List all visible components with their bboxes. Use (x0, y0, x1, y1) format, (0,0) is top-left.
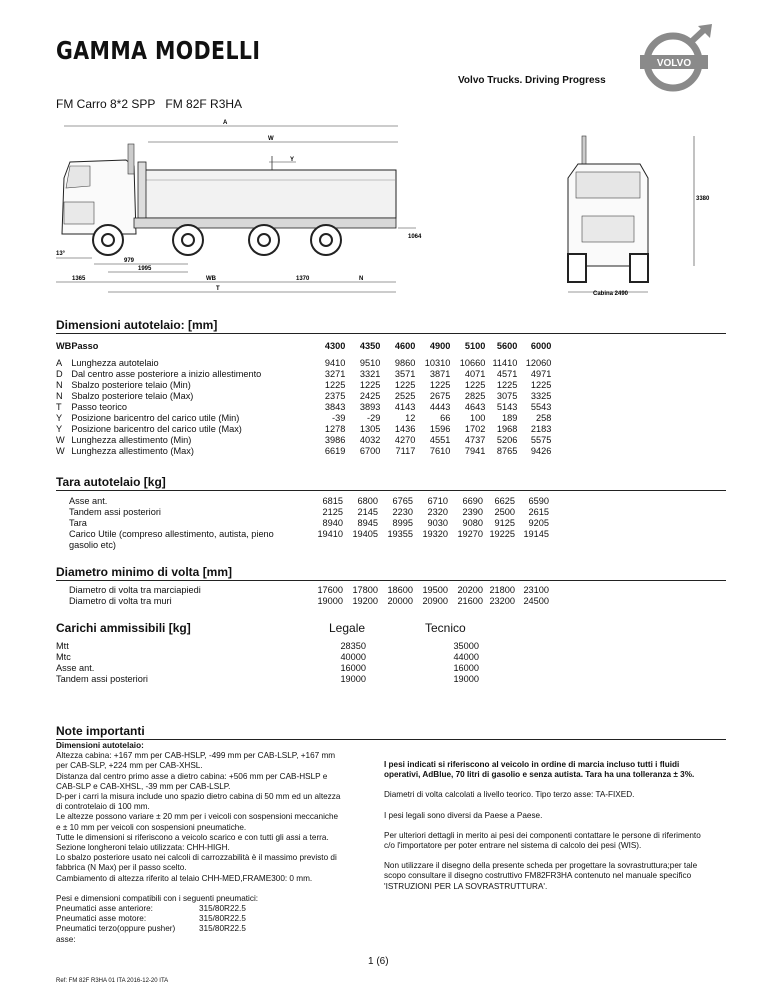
notes-right-p2: I pesi legali sono diversi da Paese a Paese. (384, 810, 543, 820)
note-line: Sezione longheroni telaio utilizzata: CHH-HIGH. (56, 843, 230, 853)
row-value: 5206 (496, 435, 518, 445)
note-line: fabbrica (N Max) per il passo scelto. (56, 863, 187, 873)
dim-angle-label: 13° (56, 251, 66, 257)
notes-left-title: Dimensioni autotelaio: (56, 741, 144, 750)
row-value: 3871 (429, 369, 451, 379)
table-row (56, 446, 551, 457)
dim-1370-label: 1370 (296, 276, 310, 282)
row-value: 19500 (422, 585, 448, 595)
carichi-tech-values (433, 641, 479, 685)
carichi-tech-value: 16000 (453, 663, 479, 673)
row-value: 24500 (523, 596, 549, 606)
row-code (56, 596, 69, 607)
row-value: 6710 (427, 496, 448, 506)
row-value: 6815 (322, 496, 343, 506)
table-row (56, 380, 551, 391)
cargo-body (144, 170, 396, 218)
head-code: WB (56, 341, 72, 351)
notes-left-lines (56, 751, 366, 884)
row-value: 1702 (464, 424, 486, 434)
row-value: 19320 (422, 529, 448, 539)
dim-t-label: T (216, 286, 220, 292)
tyre-label: Pneumatici asse anteriore: (56, 904, 153, 914)
row-value: 3075 (496, 391, 518, 401)
row-value: 4971 (530, 369, 552, 379)
table-row (56, 413, 551, 424)
row-value: 4737 (464, 435, 486, 445)
row-code (56, 529, 69, 551)
row-value: 3325 (530, 391, 552, 401)
dim-a-label: A (223, 120, 228, 126)
note-line: CAB-SLP e CAB-XHSL, -39 mm per CAB-LSLP. (56, 781, 231, 791)
dim-979-label: 979 (124, 258, 135, 264)
row-value: 2500 (494, 507, 515, 517)
note-line: Cambiamento di altezza riferito al telaio CHH-MED,FRAME300: 0 mm. (56, 873, 313, 883)
logo-text: VOLVO (656, 58, 692, 69)
row-value: 7610 (429, 446, 451, 456)
row-value: 4443 (429, 402, 451, 412)
row-value: 8945 (357, 518, 378, 528)
dim-1365-label: 1365 (72, 276, 86, 282)
model-name: FM Carro 8*2 SPP (56, 97, 156, 111)
row-value: 12 (405, 413, 416, 423)
row-code: Y (56, 413, 63, 423)
page-number: 1 (6) (368, 956, 389, 967)
section-volta-title: Diametro minimo di volta [mm] (56, 565, 726, 581)
section-tara-title: Tara autotelaio [kg] (56, 475, 726, 491)
tyre-value (199, 935, 319, 945)
row-value: 7941 (464, 446, 486, 456)
row-code: W (56, 446, 65, 456)
row-value: 6619 (324, 446, 346, 456)
row-value: 1305 (359, 424, 381, 434)
row-value: 1225 (496, 380, 518, 390)
row-value: 2390 (462, 507, 483, 517)
table-row (56, 507, 549, 518)
row-value: 1225 (464, 380, 486, 390)
row-value: 17600 (317, 585, 343, 595)
row-value: 66 (440, 413, 451, 423)
carichi-tech-value: 35000 (453, 641, 479, 651)
table-row (56, 391, 551, 402)
page-title: GAMMA MODELLI (56, 36, 261, 65)
row-value: 19200 (352, 596, 378, 606)
row-value: -39 (332, 413, 346, 423)
row-value: 20200 (457, 585, 483, 595)
row-value: 21800 (489, 585, 515, 595)
row-label: Carico Utile (compreso allestimento, autista, pieno gasolio etc) (69, 529, 274, 550)
row-value: 189 (501, 413, 518, 423)
row-value: 1968 (496, 424, 518, 434)
row-value: 1436 (394, 424, 416, 434)
row-value: 100 (469, 413, 486, 423)
row-value: 18600 (387, 585, 413, 595)
row-value: 19000 (317, 596, 343, 606)
row-value: 3321 (359, 369, 381, 379)
volvo-logo-icon (636, 24, 714, 96)
carichi-tech-value: 44000 (453, 652, 479, 662)
carichi-label: Tandem assi posteriori (56, 674, 148, 684)
row-value: 2425 (359, 391, 381, 401)
carichi-legal-values (320, 641, 366, 685)
row-label: Lunghezza allestimento (Min) (71, 435, 192, 445)
row-label: Diametro di volta tra muri (69, 596, 172, 606)
row-value: 2615 (528, 507, 549, 517)
row-value: 2320 (427, 507, 448, 517)
table-row (56, 518, 549, 529)
notes-left (56, 741, 366, 945)
row-value: 9125 (494, 518, 515, 528)
table-row (56, 496, 549, 507)
row-value: 9205 (528, 518, 549, 528)
row-value: 10660 (459, 358, 486, 368)
row-value: 10310 (424, 358, 451, 368)
row-value: 23200 (489, 596, 515, 606)
row-value: 3271 (324, 369, 346, 379)
footer-reference: Ref: FM 82F R3HA 01 ITA 2016-12-20 ITA (56, 978, 169, 984)
row-value: 8940 (322, 518, 343, 528)
carichi-tech-value: 19000 (453, 674, 479, 684)
row-value: 19225 (489, 529, 515, 539)
row-code: N (56, 391, 63, 401)
row-value: 2675 (429, 391, 451, 401)
dim-3380-label: 3380 (696, 196, 710, 202)
row-value: 9860 (394, 358, 416, 368)
row-value: 17800 (352, 585, 378, 595)
row-value: 4270 (394, 435, 416, 445)
row-value: 2375 (324, 391, 346, 401)
note-line: di controtelaio di 100 mm. (56, 802, 150, 812)
row-value: -29 (367, 413, 381, 423)
row-value: 4551 (429, 435, 451, 445)
carichi-label: Asse ant. (56, 663, 95, 673)
row-label: Passo teorico (71, 402, 127, 412)
tyre-value: 315/80R22.5 (199, 914, 246, 924)
row-value: 2230 (392, 507, 413, 517)
carichi-legal-value: 28350 (340, 641, 366, 651)
row-value: 4643 (464, 402, 486, 412)
row-value: 19355 (387, 529, 413, 539)
row-value: 12060 (525, 358, 552, 368)
row-code (56, 518, 69, 529)
row-value: 1225 (530, 380, 552, 390)
tara-table (56, 496, 549, 551)
row-value: 1225 (394, 380, 416, 390)
carichi-tech-heading: Tecnico (425, 621, 466, 635)
row-label: Sbalzo posteriore telaio (Min) (71, 380, 191, 390)
row-value: 1225 (429, 380, 451, 390)
row-code (56, 585, 69, 596)
carichi-legal-value: 19000 (340, 674, 366, 684)
table-row (56, 424, 551, 435)
row-value: 6765 (392, 496, 413, 506)
row-value: 11410 (492, 358, 518, 368)
row-label: Dal centro asse posteriore a inizio allestimento (71, 369, 262, 379)
row-label: Tandem assi posteriori (69, 507, 161, 517)
row-value: 1225 (324, 380, 346, 390)
dim-w-label: W (268, 136, 274, 142)
notes-right-p4: Non utilizzare il disegno della presente scheda per progettare la sovrastruttura;per tale scopo consultare il disegno costruttivo FM82FR3HA contenuto nel manuale specifico 'ISTRUZIONI PER LA SOVRASTRUTTURA'. (384, 861, 698, 891)
row-code: N (56, 380, 63, 390)
row-label: Asse ant. (69, 496, 108, 506)
row-value: 4143 (394, 402, 416, 412)
row-value: 6690 (462, 496, 483, 506)
note-line: Distanza dal centro primo asse a dietro cabina: +506 mm per CAB-HSLP e (56, 771, 328, 781)
dim-1995-label: 1995 (138, 266, 152, 272)
row-value: 9510 (359, 358, 381, 368)
row-value: 4032 (359, 435, 381, 445)
note-line: e ± 10 mm per veicoli con sospensioni pneumatiche. (56, 822, 247, 832)
truck-drawing (56, 116, 726, 302)
row-code: Y (56, 424, 63, 434)
row-label: Tara (69, 518, 87, 528)
row-value: 2525 (394, 391, 416, 401)
tyre-value: 315/80R22.5 (199, 924, 246, 934)
row-value: 23100 (523, 585, 549, 595)
row-value: 9410 (324, 358, 346, 368)
model-code: FM 82F R3HA (165, 97, 243, 111)
row-value: 6800 (357, 496, 378, 506)
carichi-legal-value: 40000 (340, 652, 366, 662)
row-value: 9426 (530, 446, 552, 456)
table-row (56, 402, 551, 413)
row-label: Lunghezza allestimento (Max) (71, 446, 194, 456)
tyre-value: 315/80R22.5 (199, 904, 246, 914)
row-value: 19270 (457, 529, 483, 539)
row-value: 6700 (359, 446, 381, 456)
row-label: Diametro di volta tra marciapiedi (69, 585, 201, 595)
row-value: 5543 (530, 402, 552, 412)
table-row (56, 358, 551, 369)
row-value: 5575 (530, 435, 552, 445)
dim-1064-label: 1064 (408, 234, 422, 240)
notes-right (384, 760, 706, 902)
dim-n-label: N (359, 276, 364, 282)
row-value: 19405 (352, 529, 378, 539)
note-line: Tutte le dimensioni si riferiscono a veicolo scarico e con tutti gli assi a terra. (56, 832, 329, 842)
table-row (56, 585, 549, 596)
row-value: 8765 (496, 446, 518, 456)
row-value: 2183 (530, 424, 552, 434)
table-row (56, 596, 549, 607)
row-value: 6625 (494, 496, 515, 506)
row-value: 20000 (387, 596, 413, 606)
row-label: Sbalzo posteriore telaio (Max) (71, 391, 194, 401)
dim-cab-label: Cabina 2490 (593, 291, 629, 297)
row-label: Lunghezza autotelaio (71, 358, 159, 368)
notes-right-p1: Diametri di volta calcolati a livello teorico. Tipo terzo asse: TA-FIXED. (384, 790, 635, 800)
row-value: 3843 (324, 402, 346, 412)
row-value: 6590 (528, 496, 549, 506)
tyre-label: Pneumatici asse motore: (56, 914, 147, 924)
tyre-label: Pneumatici terzo(oppure pusher) (56, 924, 176, 934)
row-value: 9080 (462, 518, 483, 528)
table-row (56, 369, 551, 380)
row-value: 1596 (429, 424, 451, 434)
carichi-label: Mtc (56, 652, 71, 662)
row-value: 4071 (464, 369, 486, 379)
carichi-legal-value: 16000 (340, 663, 366, 673)
carichi-legal-heading: Legale (329, 621, 366, 635)
row-value: 8995 (392, 518, 413, 528)
section-dimensions-title: Dimensioni autotelaio: [mm] (56, 318, 726, 334)
row-code: W (56, 435, 65, 445)
table-row (56, 529, 549, 551)
row-value: 258 (535, 413, 552, 423)
row-code (56, 496, 69, 507)
row-label: Posizione baricentro del carico utile (Min) (71, 413, 240, 423)
dimensions-group-1 (56, 402, 551, 457)
note-line: per CAB-SLP, +224 mm per CAB-XHSL. (56, 761, 203, 771)
note-line: Le altezze possono variare ± 20 mm per i veicoli con sospensioni meccaniche (56, 812, 339, 822)
row-value: 2145 (357, 507, 378, 517)
row-value: 2825 (464, 391, 486, 401)
tyres-intro: Pesi e dimensioni compatibili con i seguenti pneumatici: (56, 893, 259, 903)
row-value: 9030 (427, 518, 448, 528)
head-label: Passo (71, 341, 99, 351)
row-value: 20900 (422, 596, 448, 606)
row-value: 3571 (394, 369, 416, 379)
row-code: T (56, 402, 62, 412)
row-value: 21600 (457, 596, 483, 606)
note-line: D-per i carri la misura include uno spazio dietro cabina di 50 mm ed un altezza (56, 792, 341, 802)
section-notes-title: Note importanti (56, 724, 726, 740)
row-value: 7117 (395, 446, 416, 456)
row-value: 2125 (322, 507, 343, 517)
volta-table (56, 585, 549, 607)
row-code: A (56, 358, 63, 368)
table-row: WB Passo 4300 4350 4600 4900 5100 5600 6000 (56, 341, 552, 351)
carichi-labels (56, 641, 148, 685)
carichi-label: Mtt (56, 641, 69, 651)
row-code: D (56, 369, 63, 379)
tyre-label: asse: (56, 934, 76, 944)
brand-slogan: Volvo Trucks. Driving Progress (458, 75, 606, 86)
notes-right-p3: Per ulteriori dettagli in merito ai pesi dei componenti contattare le persone di riferimento c/o l'importatore per poter entrare nel sistema di calcolo dei pesi (WIS). (384, 830, 701, 851)
row-value: 3893 (359, 402, 381, 412)
dimensions-table (56, 341, 551, 463)
tyres-list (56, 904, 366, 945)
table-row (56, 435, 551, 446)
row-value: 1225 (359, 380, 381, 390)
row-value: 19145 (523, 529, 549, 539)
model-line (56, 97, 242, 111)
row-code (56, 507, 69, 518)
row-value: 3986 (324, 435, 346, 445)
dim-wb-label: WB (206, 276, 216, 282)
row-value: 1278 (324, 424, 346, 434)
dim-y-label: Y (290, 157, 295, 163)
row-label: Posizione baricentro del carico utile (Max) (71, 424, 242, 434)
row-value: 5143 (496, 402, 518, 412)
row-value: 4571 (496, 369, 518, 379)
note-line: Altezza cabina: +167 mm per CAB-HSLP, -499 mm per CAB-LSLP, +167 mm (56, 751, 336, 761)
section-carichi-title: Carichi ammissibili [kg] (56, 621, 191, 635)
row-value: 19410 (317, 529, 343, 539)
notes-right-bold: I pesi indicati si riferiscono al veicolo in ordine di marcia incluso tutti i fluidi operativi, AdBlue, 70 litri di gasolio e senza autista. Tara ha una tolleranza ± 3%. (384, 760, 695, 780)
note-line: Lo sbalzo posteriore usato nei calcoli di carrozzabilità è il massimo previsto di (56, 853, 337, 863)
